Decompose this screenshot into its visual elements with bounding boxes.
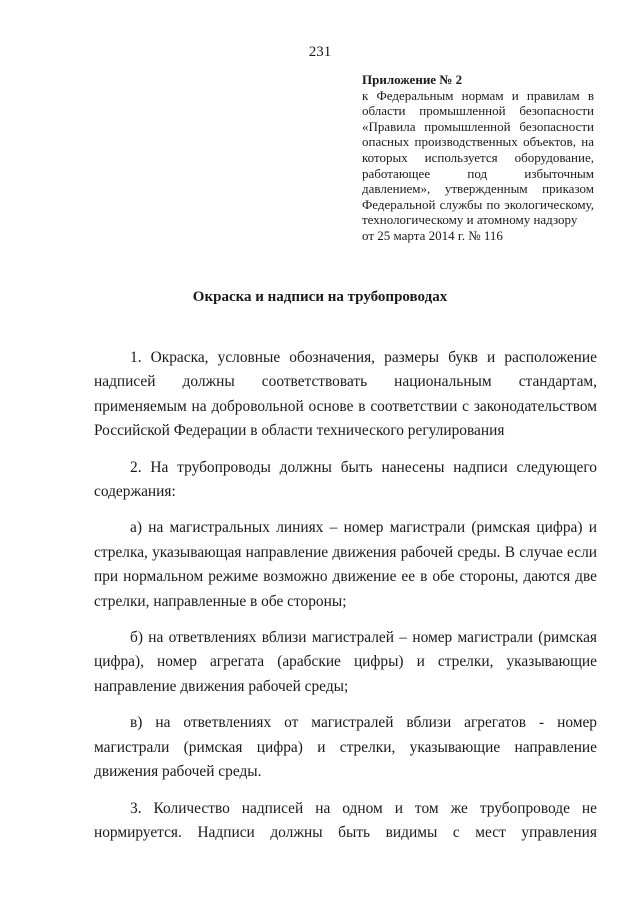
paragraph-2: 2. На трубопроводы должны быть нанесены надписи следующего содержания: [94,458,597,501]
paragraph-2a: а) на магистральных линиях – номер магистрали (римская цифра) и стрелка, указывающая направление движения рабочей среды. В случае если при нормальном режиме возможно движение ее в обе стороны, даются две стрелки, направленные в обе стороны; [94,519,597,610]
appendix-block [362,72,594,244]
body-text [94,346,597,857]
paragraph-2c: в) на ответвлениях от магистралей вблизи агрегатов - номер магистрали (римская цифра) и стрелки, указывающие направление движения рабочей среды. [94,714,597,781]
appendix-title: Приложение № 2 [362,72,463,87]
appendix-body: к Федеральным нормам и правилам в области промышленной безопасности «Правила промышленной безопасности опасных производственных объектов, на которых используется оборудование, работающее под избыточным давлением», утвержденным приказом Федеральной службы по экологическому, технологическому и атомному надзору [362,87,594,228]
page-number: 231 [308,44,332,60]
section-heading: Окраска и надписи на трубопроводах [192,289,448,305]
paragraph-2b: б) на ответвлениях вблизи магистралей – номер магистрали (римская цифра), номер агрегата (арабские цифры) и стрелки, указывающие направление движения рабочей среды; [94,629,597,695]
appendix-date: от 25 марта 2014 г. № 116 [362,227,503,243]
paragraph-1: 1. Окраска, условные обозначения, размеры букв и расположение надписей должны соответствовать национальным стандартам, применяемым на добровольной основе в соответствии с законодательством Российской Федерации в области технического регулирования [94,349,597,440]
paragraph-3: 3. Количество надписей на одном и том же трубопроводе не нормируется. Надписи должны быть видимы с мест управления [94,799,597,841]
